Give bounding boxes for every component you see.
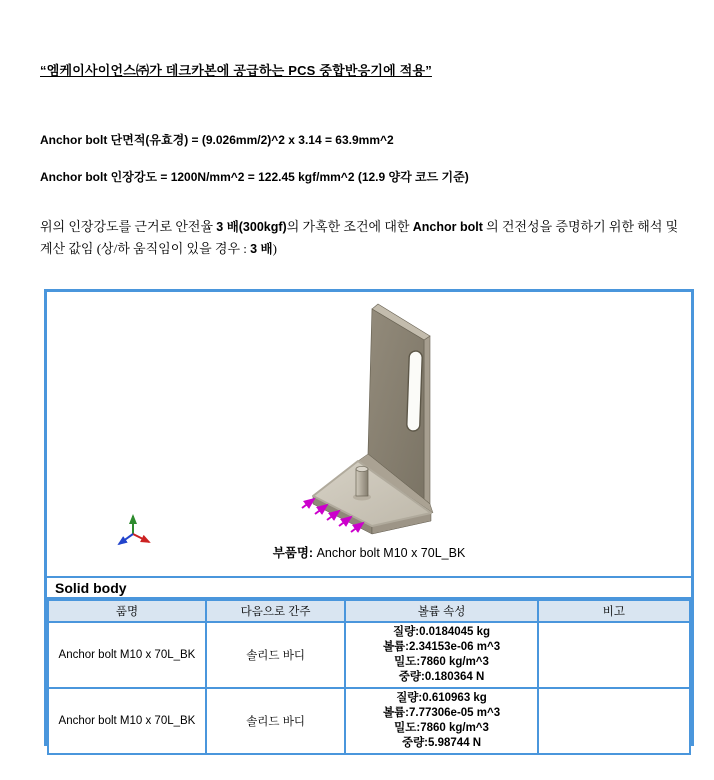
boss-top: [356, 466, 368, 471]
boss-body: [356, 469, 368, 496]
calc-line-section-area: Anchor bolt 단면적(유효경) = (9.026mm/2)^2 x 3.14 = 63.9mm^2: [40, 133, 394, 147]
prop-density: 밀도:7860 kg/m^3: [394, 656, 489, 668]
para-seg-bold: 3 배: [250, 242, 273, 256]
prop-volume: 볼륨:2.34153e-06 m^3: [382, 641, 501, 653]
prop-volume: 볼륨:7.77306e-05 m^3: [382, 707, 501, 719]
prop-weight: 중량:5.98744 N: [401, 737, 482, 749]
cell-note: [538, 688, 690, 754]
prop-mass: 질량:0.610963 kg: [396, 692, 487, 704]
figure-and-table-box: [44, 289, 694, 749]
para-seg: 의 가혹한 조건에 대한: [286, 219, 413, 234]
cad-viewport: [47, 292, 691, 576]
anchor-bolt-3d-model: [47, 292, 691, 576]
caption-label: 부품명:: [272, 546, 314, 560]
solid-body-header: Solid body: [47, 576, 691, 599]
para-seg: 의 건전성을 증명하기 위한 해석 및 계산 값임 (상/하 움직임이 있을 경우 :: [40, 219, 679, 256]
cell-volume-props: [345, 688, 538, 754]
prop-mass: 질량:0.0184045 kg: [393, 626, 491, 638]
plate-slot: [407, 351, 423, 431]
plate-side-face: [424, 336, 430, 504]
table-header-row: [48, 600, 690, 622]
cell-treated-as: 솔리드 바디: [206, 622, 345, 688]
para-seg: ): [272, 241, 277, 256]
cell-volume-props: [345, 622, 538, 688]
col-header-treated-as: 다음으로 간주: [206, 600, 345, 622]
table-row: [48, 688, 690, 754]
cell-part-name: Anchor bolt M10 x 70L_BK: [48, 622, 206, 688]
para-seg-bold: 3 배(300kgf): [216, 220, 287, 234]
solid-body-table: [47, 599, 691, 755]
col-header-volume-props: 볼륨 속성: [345, 600, 538, 622]
para-seg: 위의 인장강도를 근거로 안전율: [40, 219, 217, 234]
caption-part-name: Anchor bolt M10 x 70L_BK: [316, 546, 466, 560]
prop-density: 밀도:7860 kg/m^3: [394, 722, 489, 734]
analysis-description-paragraph: [40, 216, 692, 260]
calc-line-tensile-strength: Anchor bolt 인장강도 = 1200N/mm^2 = 122.45 kgf/mm^2 (12.9 양각 코드 기준): [40, 170, 469, 184]
col-header-part-name: 품명: [48, 600, 206, 622]
figure-caption: [47, 543, 691, 561]
para-seg-bold: Anchor bolt: [412, 220, 483, 234]
cell-treated-as: 솔리드 바디: [206, 688, 345, 754]
cell-part-name: Anchor bolt M10 x 70L_BK: [48, 688, 206, 754]
col-header-note: 비고: [538, 600, 690, 622]
coordinate-triad-icon: [119, 516, 149, 544]
cell-note: [538, 622, 690, 688]
table-row: [48, 622, 690, 688]
prop-weight: 중량:0.180364 N: [398, 671, 485, 683]
page-title: “엠케이사이언스㈜가 데크카본에 공급하는 PCS 중합반응기에 적용”: [40, 63, 432, 78]
